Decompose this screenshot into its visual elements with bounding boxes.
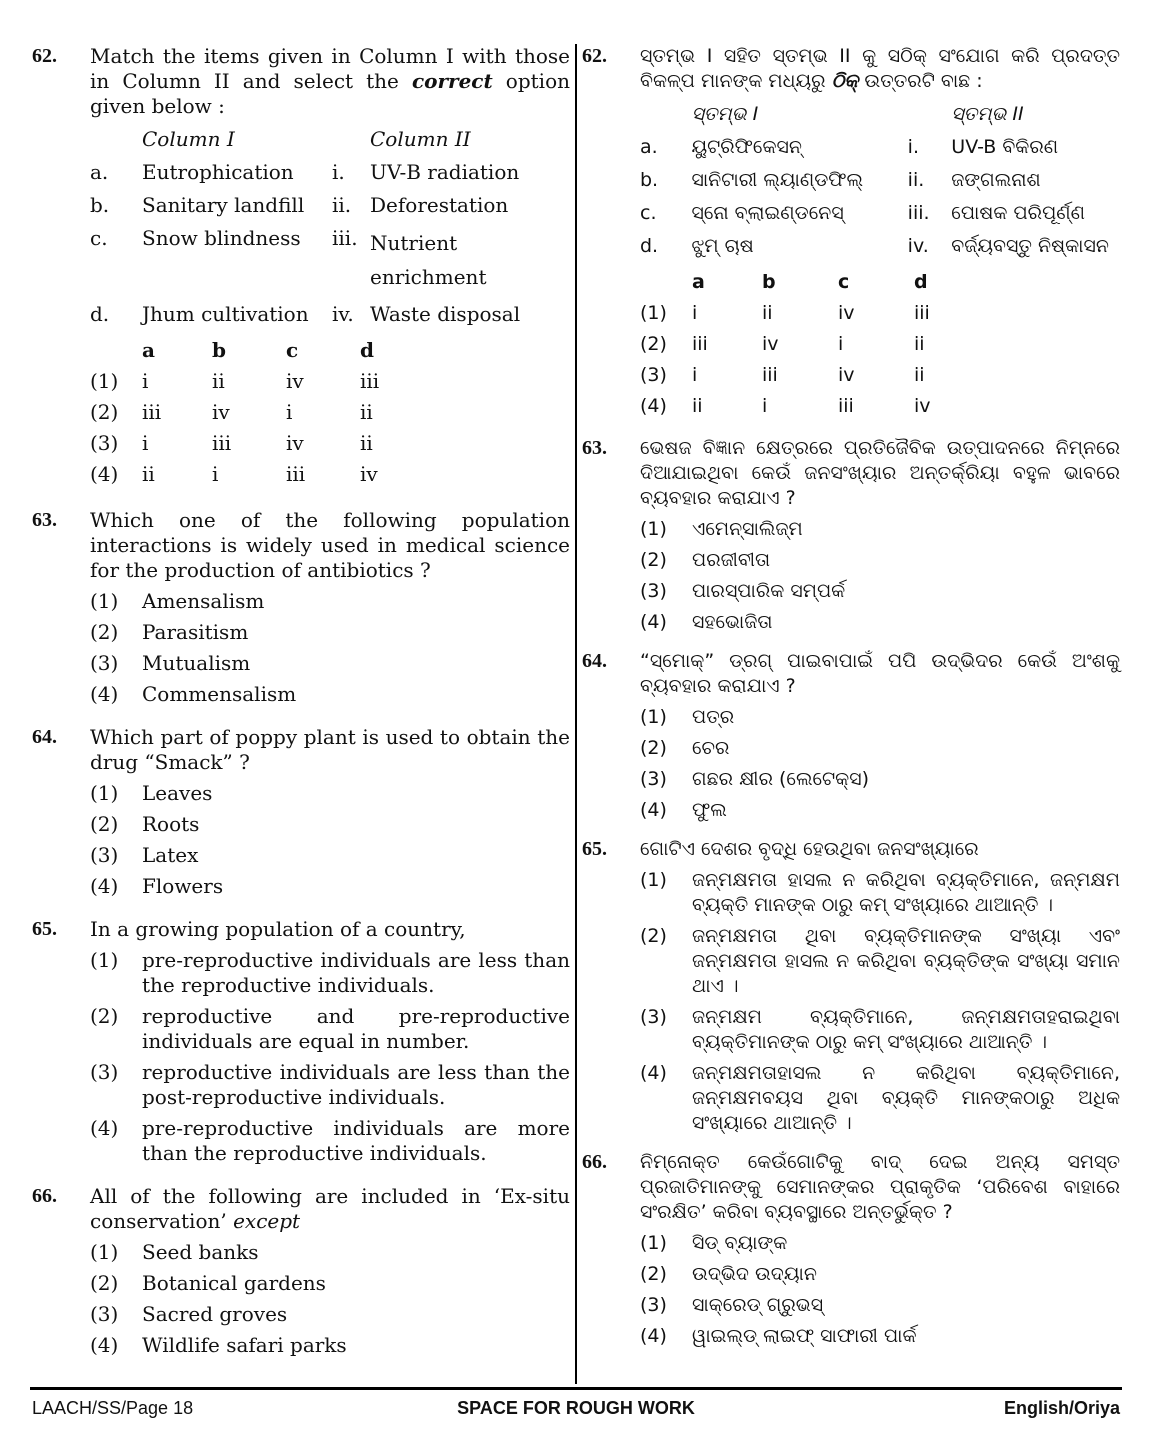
question-63-or: 63. ଭେଷଜ ବିଜ୍ଞାନ କ୍ଷେତ୍ରରେ ପ୍ରତିଜୈବିକ ଉତ୍ପାଦନରେ ନିମ୍ନରେ ଦିଆଯାଇଥିବା କେଉଁ ଜନସଂଖ୍ୟାର ଅନ୍ତର୍କ୍ରିୟା ବହୁଳ ଭାବରେ ବ୍ୟବହାର କରାଯାଏ ? (1) ଏମେନ୍ସାଲିଜ୍ମ (2) ପରଜୀବୀତା (3) ପାରସ୍ପାରିକ ସମ୍ପର୍କ (4) ସହଭୋଜିତା — [582, 437, 1120, 633]
answer-option[interactable]: (2) iii iv i ii — [640, 333, 925, 355]
option[interactable]: (3) Sacred groves — [90, 1302, 288, 1326]
option[interactable]: (2) Parasitism — [90, 620, 249, 644]
question-64-or: 64. “ସ୍ମୋକ୍” ଡ୍ରଗ୍ ପାଇବାପାଇଁ ପପି ଉଦ୍ଭିଦର କେଉଁ ଅଂଶକୁ ବ୍ୟବହାର କରାଯାଏ ? (1) ପତ୍ର (2) ଚେର (3) ଗଛର କ୍ଷୀର (ଲେଟେକ୍ସ) (4) ଫୁଲ — [582, 650, 1120, 821]
question-62-en — [32, 44, 570, 490]
question-stem: “ସ୍ମୋକ୍” ଡ୍ରଗ୍ ପାଇବାପାଇଁ ପପି ଉଦ୍ଭିଦର କେଉଁ ଅଂଶକୁ ବ୍ୟବହାର କରାଯାଏ ? — [640, 650, 1120, 697]
language-label: English/Oriya — [1003, 1398, 1120, 1418]
option[interactable]: (3) Latex — [90, 843, 199, 867]
option[interactable]: (4) Commensalism — [90, 682, 297, 706]
option[interactable]: (4) ଫୁଲ — [640, 799, 727, 821]
option[interactable]: (3) ଗଛର କ୍ଷୀର (ଲେଟେକ୍ସ) — [640, 768, 870, 790]
answer-option[interactable]: (4) ii i iii iv — [90, 462, 378, 486]
option[interactable]: (1) ସିଡ୍ ବ୍ୟାଙ୍କ — [640, 1232, 788, 1254]
option[interactable]: (4) ୱାଇଲ୍ଡ୍ ଲାଇଫ୍ ସାଫାରୀ ପାର୍କ — [640, 1325, 917, 1347]
option[interactable]: (1) Leaves — [90, 781, 213, 805]
question-63-en: 63. Which one of the following population interactions is widely used in medical science for the production of antibiotics ? (1) Amensalism (2) Parasitism (3) Mutualism (4) Commensalism — [32, 508, 570, 706]
answer-table: a b c d (1) i ii iv iii (2) iii iv i ii (3) i iii iv ii (4) ii i iii iv — [640, 267, 974, 422]
answer-option[interactable]: (2) iii iv i ii — [90, 400, 373, 424]
option[interactable]: (2) ଜନ୍ମକ୍ଷମତା ଥିବା ବ୍ୟକ୍ତିମାନଙ୍କ ସଂଖ୍ୟା ଏବଂ ଜନ୍ମକ୍ଷମତା ହାସଲ ନ କରିଥିବା ବ୍ୟକ୍ତିଙ୍କ ସଂଖ୍ୟା ସମାନ ଥାଏ । — [640, 925, 1120, 997]
option[interactable]: (4) Wildlife safari parks — [90, 1333, 347, 1357]
option[interactable]: (2) ପରଜୀବୀତା — [640, 549, 771, 571]
question-66-or: 66. ନିମ୍ନୋକ୍ତ କେଉଁଗୋଟିକୁ ବାଦ୍ ଦେଇ ଅନ୍ୟ ସମସ୍ତ ପ୍ରଜାତିମାନଙ୍କୁ ସେମାନଙ୍କର ପ୍ରାକୃତିକ ‘ପରିବେଶ ବାହାରେ ସଂରକ୍ଷିତ’ କରିବା ବ୍ୟବସ୍ଥାରେ ଅନ୍ତର୍ଭୁକ୍ତ ? (1) ସିଡ୍ ବ୍ୟାଙ୍କ (2) ଉଦ୍ଭିଦ ଉଦ୍ୟାନ (3) ସାକ୍ରେଡ୍ ଗ୍ରୁଭସ୍ (4) ୱାଇଲ୍ଡ୍ ଲାଇଫ୍ ସାଫାରୀ ପାର୍କ — [582, 1151, 1120, 1347]
answer-option[interactable]: (1) i ii iv iii — [640, 302, 930, 324]
match-row: d. Jhum cultivation iv. Waste disposal — [90, 302, 521, 326]
option[interactable]: (2) ଚେର — [640, 737, 730, 759]
option[interactable]: (2) reproductive and pre-reproductive individuals are equal in number. — [90, 1004, 570, 1053]
option[interactable]: (1) Seed banks — [90, 1240, 259, 1264]
option[interactable]: (4) pre-reproductive individuals are more than the reproductive individuals. — [90, 1116, 570, 1165]
option[interactable]: (1) Amensalism — [90, 589, 265, 613]
answer-option[interactable]: (3) i iii iv ii — [640, 364, 925, 386]
answer-option[interactable]: (4) ii i iii iv — [640, 395, 931, 417]
option[interactable]: (1) ପତ୍ର — [640, 706, 735, 728]
question-65-or: 65. ଗୋଟିଏ ଦେଶର ବୃଦ୍ଧି ହେଉଥିବା ଜନସଂଖ୍ୟାରେ (1) ଜନ୍ମକ୍ଷମତା ହାସଲ ନ କରିଥିବା ବ୍ୟକ୍ତିମାନେ, ଜନ୍ମକ୍ଷମ ବ୍ୟକ୍ତି ମାନଙ୍କ ଠାରୁ କମ୍ ସଂଖ୍ୟାରେ ଥାଆନ୍ତି । (2) ଜନ୍ମକ୍ଷମତା ଥିବା ବ୍ୟକ୍ତିମାନଙ୍କ ସଂଖ୍ୟା ଏବଂ ଜନ୍ମକ୍ଷମତା ହାସଲ ନ କରିଥିବା ବ୍ୟକ୍ତିଙ୍କ ସଂଖ୍ୟା ସମାନ ଥାଏ । (3) ଜନ୍ମକ୍ଷମ ବ୍ୟକ୍ତିମାନେ, ଜନ୍ମକ୍ଷମତାହରାଇଥିବା ବ୍ୟକ୍ତିମାନଙ୍କ ଠାରୁ କମ୍ ସଂଖ୍ୟାରେ ଥାଆନ୍ତି । (4) ଜନ୍ମକ୍ଷମତାହାସଲ ନ କରିଥିବା ବ୍ୟକ୍ତିମାନେ, ଜନ୍ମକ୍ଷମବୟସ ଥିବା ବ୍ୟକ୍ତି ମାନଙ୍କଠାରୁ ଅଧିକ ସଂଖ୍ୟାରେ ଥାଆନ୍ତି । — [582, 838, 1120, 1134]
answer-option[interactable]: (3) i iii iv ii — [90, 431, 373, 455]
match-row: a. Eutrophication i. UV-B radiation — [90, 160, 520, 184]
match-row: b. Sanitary landfill ii. Deforestation — [90, 193, 509, 217]
match-row: a. ୟୁଟ୍ରିଫିକେସନ୍ i. UV-B ବିକିରଣ — [640, 136, 1059, 158]
question-65-en: 65. In a growing population of a country, (1) pre-reproductive individuals are less than the reproductive individuals. (2) reproductive and pre-reproductive individuals are equal in number. (3) reproductive individuals are less than the post-reproductive individuals. (4) pre-reproductive individuals are more than the reproductive individuals. — [32, 917, 570, 1165]
question-stem: ସ୍ତମ୍ଭ I ସହିତ ସ୍ତମ୍ଭ II କୁ ସଠିକ୍ ସଂଯୋଗ କରି ପ୍ରଦତ୍ତ ବିକଳ୍ପ ମାନଙ୍କ ମଧ୍ୟରୁ ଠିକ୍ ଉତ୍ତରଟି ବାଛ : — [640, 45, 1120, 92]
option[interactable]: (4) Flowers — [90, 874, 224, 898]
option[interactable]: (4) ଜନ୍ମକ୍ଷମତାହାସଲ ନ କରିଥିବା ବ୍ୟକ୍ତିମାନେ, ଜନ୍ମକ୍ଷମବୟସ ଥିବା ବ୍ୟକ୍ତି ମାନଙ୍କଠାରୁ ଅଧିକ ସଂଖ୍ୟାରେ ଥାଆନ୍ତି । — [640, 1062, 1120, 1134]
rough-work-label: SPACE FOR ROUGH WORK — [457, 1398, 695, 1418]
option[interactable]: (2) ଉଦ୍ଭିଦ ଉଦ୍ୟାନ — [640, 1263, 817, 1285]
match-row: d. ଝୁମ୍ ଚାଷ iv. ବର୍ଜ୍ୟବସ୍ତୁ ନିଷ୍କାସନ — [640, 235, 1109, 257]
match-row: c. ସ୍ନୋ ବ୍ଲାଇଣ୍ଡନେସ୍ iii. ପୋଷକ ପରିପୂର୍ଣ୍ଣ — [640, 202, 1086, 224]
question-62-or: 62. ସ୍ତମ୍ଭ I ସହିତ ସ୍ତମ୍ଭ II କୁ ସଠିକ୍ ସଂଯୋଗ କରି ପ୍ରଦତ୍ତ ବିକଳ୍ପ ମାନଙ୍କ ମଧ୍ୟରୁ ଠିକ୍ ଉତ୍ତରଟି ବାଛ : ସ୍ତମ୍ଭ I ସ୍ତମ୍ଭ II a. ୟୁଟ୍ରିଫିକେସନ୍ i. UV-B ବିକିରଣ b. ସାନିଟାରୀ ଲ୍ୟାଣ୍ଡଫିଲ୍ ii. ଜଙ୍ଗଲନାଶ c. ସ୍ନୋ ବ୍ଲାଇଣ୍ଡନେସ୍ iii. ପୋଷକ ପରିପୂର୍ଣ୍ଣ d. ଝୁମ୍ ଚାଷ iv. ବର୍ଜ୍ୟବସ୍ତୁ ନିଷ୍କାସନ a b c d (1) i ii iv iii (2) iii iv i ii (3) i iii iv ii (4) ii i iii iv — [582, 44, 1120, 422]
option[interactable]: (1) pre-reproductive individuals are less than the reproductive individuals. — [90, 948, 570, 997]
question-stem: ନିମ୍ନୋକ୍ତ କେଉଁଗୋଟିକୁ ବାଦ୍ ଦେଇ ଅନ୍ୟ ସମସ୍ତ ପ୍ରଜାତିମାନଙ୍କୁ ସେମାନଙ୍କର ପ୍ରାକୃତିକ ‘ପରିବେଶ ବାହାରେ ସଂରକ୍ଷିତ’ କରିବା ବ୍ୟବସ୍ଥାରେ ଅନ୍ତର୍ଭୁକ୍ତ ? — [640, 1151, 1120, 1223]
option[interactable]: (2) Botanical gardens — [90, 1271, 326, 1295]
english-column — [32, 44, 570, 1358]
option[interactable]: (3) ସାକ୍ରେଡ୍ ଗ୍ରୁଭସ୍ — [640, 1294, 824, 1316]
question-stem: Which part of poppy plant is used to obtain the drug “Smack” ? — [90, 725, 570, 774]
question-64-en: 64. Which part of poppy plant is used to obtain the drug “Smack” ? (1) Leaves (2) Roots (3) Latex (4) Flowers — [32, 725, 570, 898]
option[interactable]: (4) ସହଭୋଜିତା — [640, 611, 773, 633]
option[interactable]: (3) reproductive individuals are less than the post-reproductive individuals. — [90, 1060, 570, 1109]
match-table: ସ୍ତମ୍ଭ I ସ୍ତମ୍ଭ II a. ୟୁଟ୍ରିଫିକେସନ୍ i. UV-B ବିକିରଣ b. ସାନିଟାରୀ ଲ୍ୟାଣ୍ଡଫିଲ୍ ii. ଜଙ୍ଗଲନାଶ c. ସ୍ନୋ ବ୍ଲାଇଣ୍ଡନେସ୍ iii. ପୋଷକ ପରିପୂର୍ଣ୍ଣ d. ଝୁମ୍ ଚାଷ iv. ବର୍ଜ୍ୟବସ୍ତୁ ନିଷ୍କାସନ — [640, 98, 1120, 263]
answer-table: a b c d (1) i ii iv iii (2) iii iv i ii (3) i iii iv ii (4) ii i iii iv — [90, 335, 420, 490]
page-id: LAACH/SS/Page 18 — [32, 1398, 194, 1418]
match-table — [90, 123, 570, 331]
option[interactable]: (2) Roots — [90, 812, 200, 836]
column-divider — [575, 44, 577, 1384]
answer-option[interactable]: (1) i ii iv iii — [90, 369, 380, 393]
question-stem: Which one of the following population interactions is widely used in medical science for the production of antibiotics ? — [90, 508, 570, 582]
question-stem: In a growing population of a country, — [90, 917, 466, 941]
option[interactable]: (1) ଜନ୍ମକ୍ଷମତା ହାସଲ ନ କରିଥିବା ବ୍ୟକ୍ତିମାନେ, ଜନ୍ମକ୍ଷମ ବ୍ୟକ୍ତି ମାନଙ୍କ ଠାରୁ କମ୍ ସଂଖ୍ୟାରେ ଥାଆନ୍ତି । — [640, 869, 1120, 916]
column-ii-heading: Column II — [370, 127, 471, 151]
question-stem: All of the following are included in ‘Ex-situ conservation’ except — [90, 1184, 570, 1233]
oriya-column — [582, 44, 1120, 1349]
question-stem: ଭେଷଜ ବିଜ୍ଞାନ କ୍ଷେତ୍ରରେ ପ୍ରତିଜୈବିକ ଉତ୍ପାଦନରେ ନିମ୍ନରେ ଦିଆଯାଇଥିବା କେଉଁ ଜନସଂଖ୍ୟାର ଅନ୍ତର୍କ୍ରିୟା ବହୁଳ ଭାବରେ ବ୍ୟବହାର କରାଯାଏ ? — [640, 437, 1120, 509]
column-i-heading: Column I — [142, 127, 235, 151]
match-row: b. ସାନିଟାରୀ ଲ୍ୟାଣ୍ଡଫିଲ୍ ii. ଜଙ୍ଗଲନାଶ — [640, 169, 1041, 191]
option[interactable]: (3) ପାରସ୍ପାରିକ ସମ୍ପର୍କ — [640, 580, 846, 602]
option[interactable]: (3) Mutualism — [90, 651, 251, 675]
question-stem: Match the items given in Column I with those in Column II and select the correct option given below : — [90, 44, 571, 118]
option[interactable]: (1) ଏମେନ୍ସାଲିଜ୍ମ — [640, 518, 803, 540]
question-stem: ଗୋଟିଏ ଦେଶର ବୃଦ୍ଧି ହେଉଥିବା ଜନସଂଖ୍ୟାରେ — [640, 838, 979, 860]
footer-rule — [30, 1387, 1122, 1390]
question-number: 62. — [32, 45, 57, 67]
match-row: c. Snow blindness iii. Nutrient enrichment — [90, 226, 487, 289]
question-66-en: 66. All of the following are included in ‘Ex-situ conservation’ except (1) Seed banks (2) Botanical gardens (3) Sacred groves (4) Wildlife safari parks — [32, 1184, 570, 1357]
option[interactable]: (3) ଜନ୍ମକ୍ଷମ ବ୍ୟକ୍ତିମାନେ, ଜନ୍ମକ୍ଷମତାହରାଇଥିବା ବ୍ୟକ୍ତିମାନଙ୍କ ଠାରୁ କମ୍ ସଂଖ୍ୟାରେ ଥାଆନ୍ତି । — [640, 1006, 1120, 1053]
